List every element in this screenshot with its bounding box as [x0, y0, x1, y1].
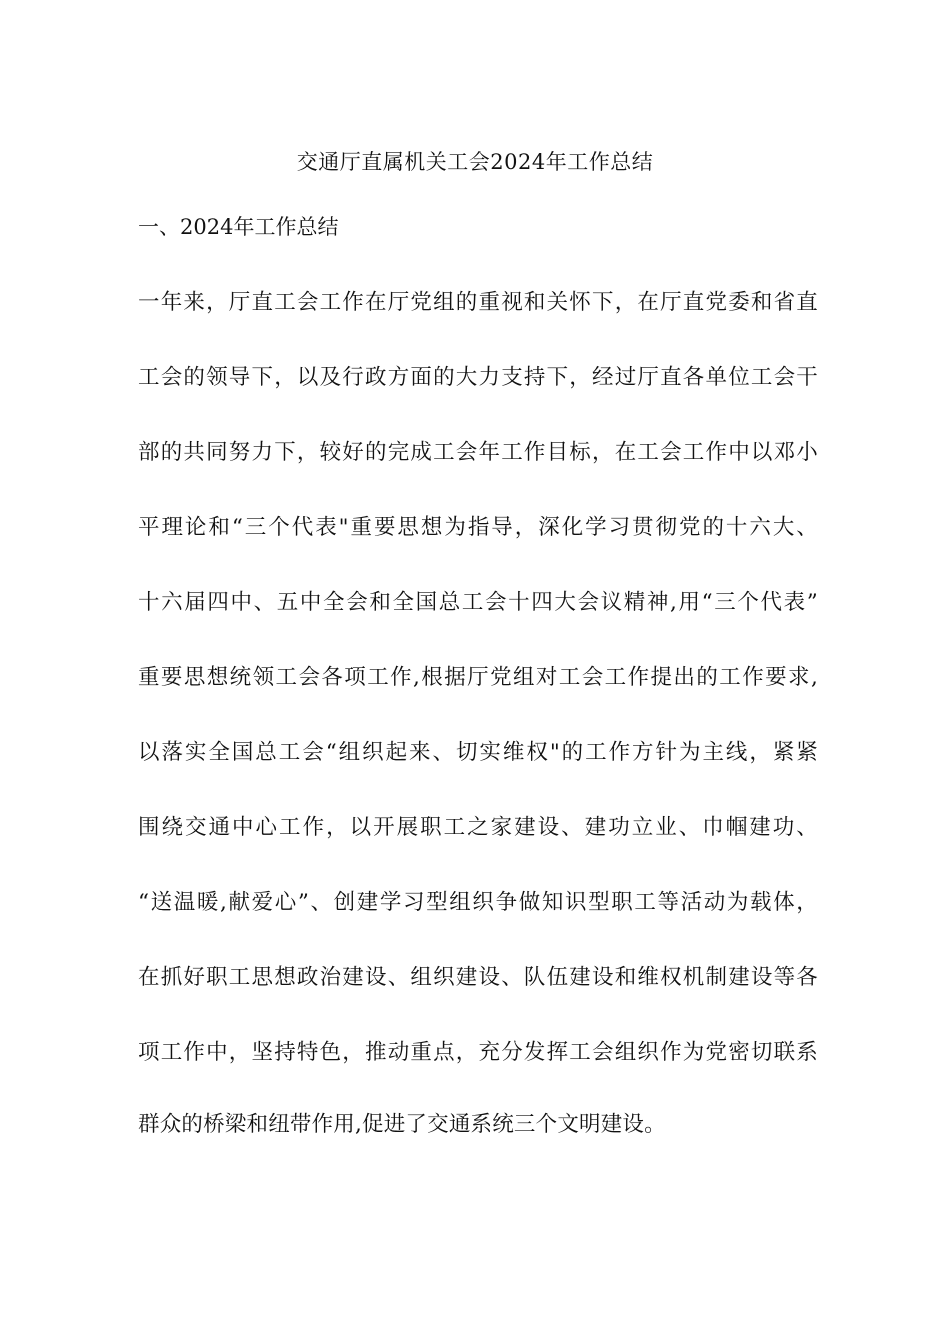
section-heading: 一、2024年工作总结 [138, 215, 339, 239]
paragraph-line: 围绕交通中心工作，以开展职工之家建设、建功立业、巾帼建功、 [138, 815, 818, 840]
paragraph-line: “送温暖,献爱心”、创建学习型组织争做知识型职工等活动为载体， [138, 890, 818, 915]
paragraph-line: 平理论和“三个代表"重要思想为指导，深化学习贯彻党的十六大、 [138, 515, 818, 540]
paragraph-line: 工会的领导下，以及行政方面的大力支持下，经过厅直各单位工会干 [138, 365, 818, 390]
paragraph-line: 部的共同努力下，较好的完成工会年工作目标，在工会工作中以邓小 [138, 440, 818, 465]
paragraph-line: 在抓好职工思想政治建设、组织建设、队伍建设和维权机制建设等各 [138, 965, 818, 990]
paragraph-line-last: 群众的桥梁和纽带作用,促进了交通系统三个文明建设。 [138, 1112, 666, 1137]
paragraph-line: 以落实全国总工会“组织起来、切实维权"的工作方针为主线，紧紧 [138, 740, 818, 765]
paragraph-line: 十六届四中、五中全会和全国总工会十四大会议精神,用“三个代表” [138, 590, 818, 615]
document-title: 交通厅直属机关工会2024年工作总结 [296, 150, 654, 174]
paragraph-line: 项工作中，坚持特色，推动重点，充分发挥工会组织作为党密切联系 [138, 1040, 818, 1065]
paragraph-line: 一年来，厅直工会工作在厅党组的重视和关怀下，在厅直党委和省直 [138, 290, 818, 315]
paragraph-line: 重要思想统领工会各项工作,根据厅党组对工会工作提出的工作要求, [138, 665, 818, 690]
